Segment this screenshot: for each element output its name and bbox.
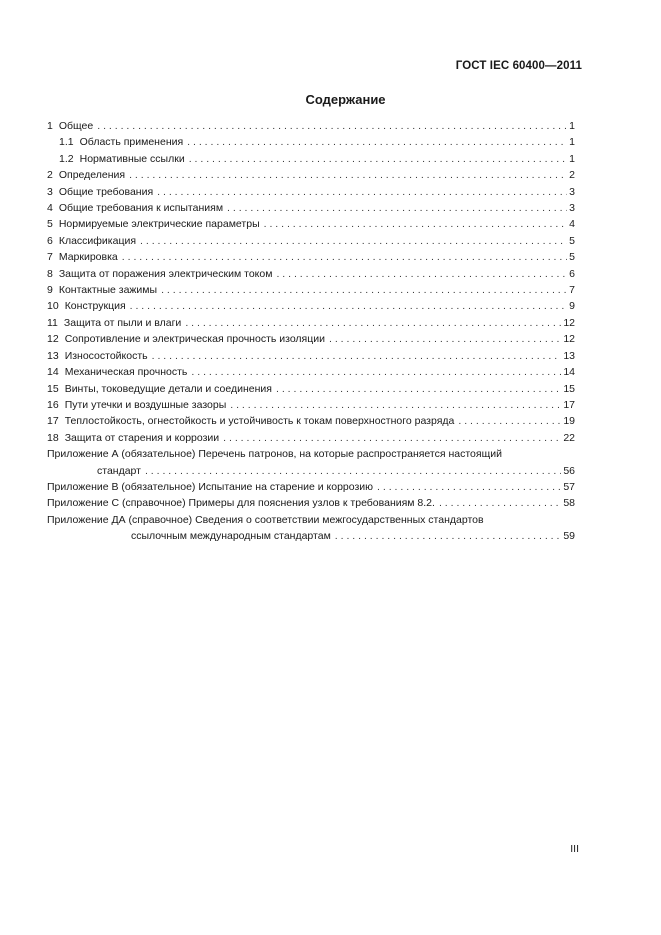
dot-leader bbox=[157, 184, 567, 200]
dot-leader bbox=[140, 233, 567, 249]
toc-entry-title: Область применения bbox=[79, 136, 184, 149]
toc-appendix-c[interactable] bbox=[47, 495, 575, 511]
toc-entry-number: 4 bbox=[47, 202, 53, 215]
toc-appendix-a[interactable] bbox=[47, 446, 575, 479]
toc-entry-title: Конструкция bbox=[64, 300, 126, 313]
toc-entry-page: 12 bbox=[563, 316, 575, 329]
toc-entry-11[interactable] bbox=[47, 315, 575, 331]
toc-entry-title: Защита от поражения электрическим током bbox=[58, 267, 273, 280]
dot-leader bbox=[223, 430, 561, 446]
toc-entry-title: Маркировка bbox=[58, 251, 118, 264]
toc-entry-number: 11 bbox=[47, 316, 58, 329]
dot-leader bbox=[335, 528, 562, 544]
toc-entry-title: Пути утечки и воздушные зазоры bbox=[64, 398, 227, 411]
toc-entry-page: 1 bbox=[569, 152, 575, 165]
toc-entry-13[interactable] bbox=[47, 348, 575, 364]
toc-entry-8[interactable] bbox=[47, 266, 575, 282]
dot-leader bbox=[187, 134, 567, 150]
dot-leader bbox=[276, 381, 561, 397]
toc-entry-title: Общие требования к испытаниям bbox=[58, 202, 224, 215]
toc-entry-15[interactable] bbox=[47, 381, 575, 397]
toc-appendix-title-continued: ссылочным международным стандартам bbox=[131, 530, 331, 543]
toc-entry-5[interactable] bbox=[47, 216, 575, 232]
toc-entry-page: 1 bbox=[569, 136, 575, 149]
toc-entry-2[interactable] bbox=[47, 167, 575, 183]
toc-entry-title: Винты, токоведущие детали и соединения bbox=[64, 382, 272, 395]
dot-leader bbox=[129, 167, 567, 183]
toc-entry-18[interactable] bbox=[47, 430, 575, 446]
toc-entry-page: 1 bbox=[569, 120, 575, 132]
toc-entry-number: 1 bbox=[47, 120, 53, 132]
toc-entry-number: 1.1 bbox=[59, 136, 74, 149]
dot-leader bbox=[122, 249, 567, 265]
toc-entry-10[interactable] bbox=[47, 298, 575, 314]
toc-entry-title: Общие требования bbox=[58, 185, 154, 198]
toc-entry-number: 13 bbox=[47, 349, 59, 362]
toc-entry-title: Теплостойкость, огнестойкость и устойчивость к токам поверхностного разряда bbox=[64, 415, 455, 428]
toc-entry-title: Общее bbox=[58, 120, 94, 132]
toc-entry-title: Контактные зажимы bbox=[58, 284, 158, 297]
toc-entry-9[interactable] bbox=[47, 282, 575, 298]
toc-appendix-title: Приложение С (справочное) Примеры для пояснения узлов к требованиям 8.2. bbox=[47, 497, 435, 510]
toc-entry-4[interactable] bbox=[47, 200, 575, 216]
toc-entry-3[interactable] bbox=[47, 184, 575, 200]
toc-appendix-title: Приложение В (обязательное) Испытание на старение и коррозию bbox=[47, 480, 374, 493]
toc-appendix-da[interactable] bbox=[47, 512, 575, 545]
toc-entry-number: 5 bbox=[47, 218, 53, 231]
toc-entry-title: Защита от старения и коррозии bbox=[64, 431, 220, 444]
toc-entry-number: 3 bbox=[47, 185, 53, 198]
toc-entry-page: 58 bbox=[563, 497, 575, 510]
toc-entry-number: 16 bbox=[47, 398, 59, 411]
toc-entry-page: 59 bbox=[563, 530, 575, 543]
toc-entry-page: 5 bbox=[569, 234, 575, 247]
toc-entry-17[interactable] bbox=[47, 413, 575, 429]
dot-leader bbox=[145, 463, 561, 479]
toc-entry-6[interactable] bbox=[47, 233, 575, 249]
toc-appendix-title-continued: стандарт bbox=[97, 464, 141, 477]
toc-entry-page: 12 bbox=[563, 333, 575, 346]
dot-leader bbox=[185, 315, 561, 331]
toc-entry-12[interactable] bbox=[47, 331, 575, 347]
toc-entry-number: 15 bbox=[47, 382, 59, 395]
toc-entry-page: 6 bbox=[569, 267, 575, 280]
toc-entry-title: Классификация bbox=[58, 234, 137, 247]
toc-entry-number: 12 bbox=[47, 333, 59, 346]
dot-leader bbox=[161, 282, 567, 298]
toc-entry-title: Определения bbox=[58, 169, 126, 182]
toc-entry-page: 14 bbox=[563, 366, 575, 379]
toc-entry-page: 57 bbox=[563, 480, 575, 493]
toc-entry-page: 9 bbox=[569, 300, 575, 313]
dot-leader bbox=[97, 118, 567, 134]
toc-entry-title: Нормируемые электрические параметры bbox=[58, 218, 260, 231]
dot-leader bbox=[191, 364, 561, 380]
dot-leader bbox=[276, 266, 567, 282]
toc-entry-page: 3 bbox=[569, 202, 575, 215]
table-of-contents bbox=[47, 118, 575, 545]
toc-entry-page: 4 bbox=[569, 218, 575, 231]
toc-entry-number: 8 bbox=[47, 267, 53, 280]
dot-leader bbox=[230, 397, 561, 413]
toc-entry-16[interactable] bbox=[47, 397, 575, 413]
toc-entry-number: 9 bbox=[47, 284, 53, 297]
toc-entry-number: 7 bbox=[47, 251, 53, 264]
toc-entry-title: Защита от пыли и влаги bbox=[63, 316, 182, 329]
toc-entry-page: 19 bbox=[563, 415, 575, 428]
dot-leader bbox=[439, 495, 561, 511]
dot-leader bbox=[227, 200, 567, 216]
toc-entry-number: 10 bbox=[47, 300, 59, 313]
toc-appendix-b[interactable] bbox=[47, 479, 575, 495]
toc-entry-number: 18 bbox=[47, 431, 59, 444]
toc-entry-page: 7 bbox=[569, 284, 575, 297]
toc-entry-number: 14 bbox=[47, 366, 59, 379]
dot-leader bbox=[377, 479, 561, 495]
toc-entry-page: 22 bbox=[563, 431, 575, 444]
toc-entry-page: 3 bbox=[569, 185, 575, 198]
toc-entry-number: 1.2 bbox=[59, 152, 74, 165]
document-code: ГОСТ IEC 60400—2011 bbox=[455, 60, 582, 72]
toc-entry-number: 6 bbox=[47, 234, 53, 247]
toc-entry-number: 2 bbox=[47, 169, 53, 182]
toc-entry-1-1[interactable] bbox=[47, 134, 575, 150]
dot-leader bbox=[264, 216, 568, 232]
toc-entry-14[interactable] bbox=[47, 364, 575, 380]
toc-entry-page: 5 bbox=[569, 251, 575, 264]
toc-entry-title: Механическая прочность bbox=[64, 366, 188, 379]
dot-leader bbox=[130, 298, 568, 314]
toc-appendix-title: Приложение ДА (справочное) Сведения о соответствии межгосударственных стандартов bbox=[47, 513, 484, 526]
toc-entry-1-2[interactable] bbox=[47, 151, 575, 167]
toc-title: Содержание bbox=[305, 92, 386, 107]
toc-appendix-title: Приложение А (обязательное) Перечень патронов, на которые распространяется настоящий bbox=[47, 448, 502, 461]
dot-leader bbox=[329, 331, 561, 347]
dot-leader bbox=[152, 348, 562, 364]
page-number: III bbox=[570, 843, 579, 855]
dot-leader bbox=[458, 413, 561, 429]
toc-entry-page: 56 bbox=[563, 464, 575, 477]
toc-entry-1[interactable] bbox=[47, 118, 575, 134]
toc-entry-page: 2 bbox=[569, 169, 575, 182]
toc-entry-title: Нормативные ссылки bbox=[79, 152, 185, 165]
toc-entry-7[interactable] bbox=[47, 249, 575, 265]
toc-entry-number: 17 bbox=[47, 415, 59, 428]
toc-entry-page: 17 bbox=[563, 398, 575, 411]
toc-entry-page: 15 bbox=[563, 382, 575, 395]
dot-leader bbox=[189, 151, 567, 167]
toc-entry-page: 13 bbox=[563, 349, 575, 362]
toc-entry-title: Износостойкость bbox=[64, 349, 148, 362]
toc-entry-title: Сопротивление и электрическая прочность изоляции bbox=[64, 333, 325, 346]
